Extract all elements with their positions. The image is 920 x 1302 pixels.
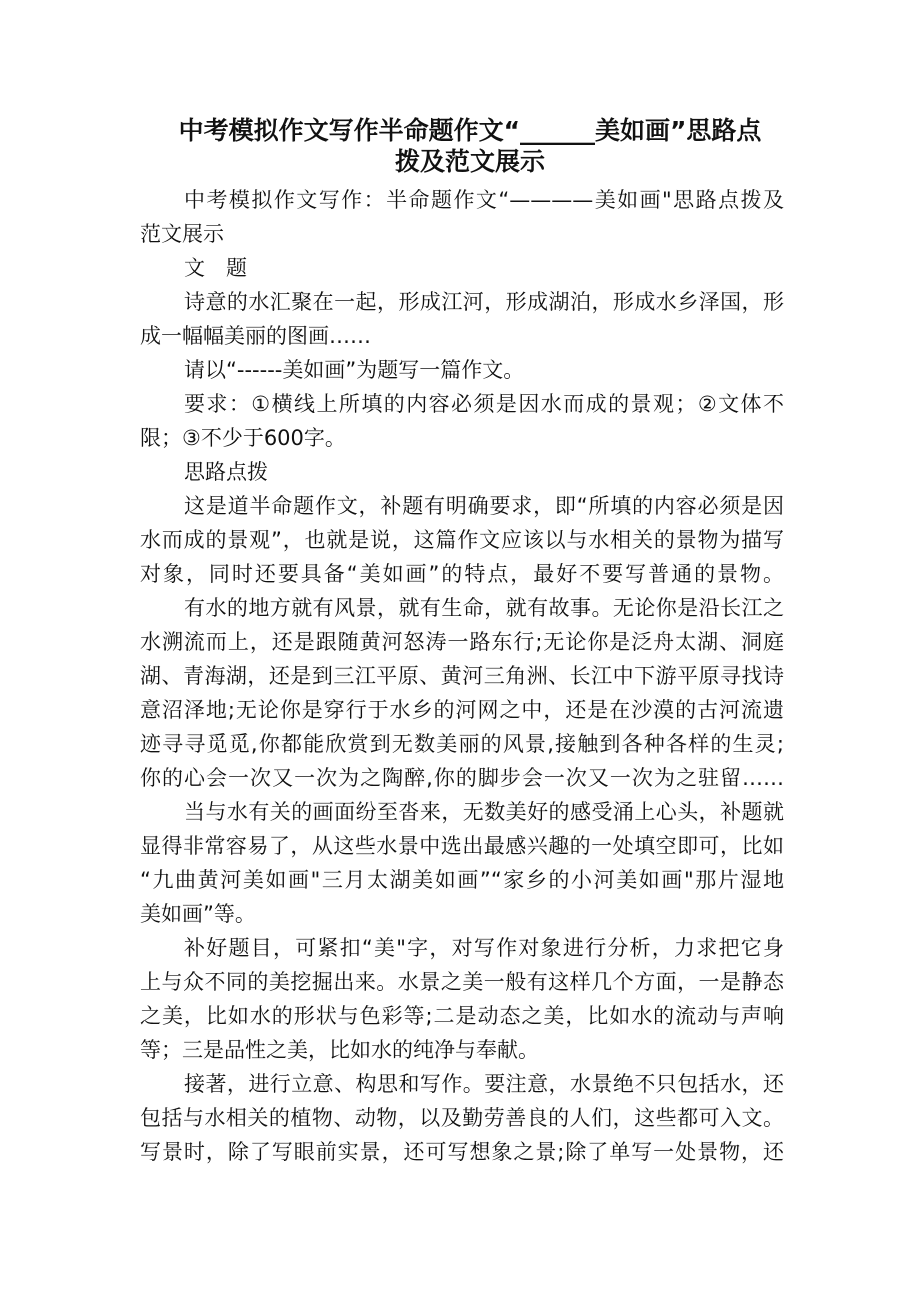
text-line: 成一幅幅美丽的图画……	[140, 324, 371, 348]
text-line: 文 题	[184, 256, 247, 280]
text-line: 当与水有关的画面纷至沓来，无数美好的感受涌上心头，补题就	[184, 800, 784, 824]
text-line: 之美，比如水的形状与色彩等;二是动态之美，比如水的流动与声响	[140, 1004, 784, 1028]
text-line: 你的心会一次又一次为之陶醉,你的脚步会一次又一次为之驻留……	[140, 766, 784, 790]
text-line: 意沼泽地;无论你是穿行于水乡的河网之中，还是在沙漠的古河流遗	[140, 698, 784, 722]
text-line: 补好题目，可紧扣“美"字，对写作对象进行分析，力求把它身	[184, 936, 784, 960]
text-line: 要求：①横线上所填的内容必须是因水而成的景观；②文体不	[184, 392, 784, 416]
text-line: 范文展示	[140, 222, 224, 246]
text-line: 写景时，除了写眼前实景，还可写想象之景;除了单写一处景物，还	[140, 1140, 784, 1164]
text-line: 水溯流而上，还是跟随黄河怒涛一路东行;无论你是泛舟太湖、洞庭	[140, 630, 784, 654]
text-line: “九曲黄河美如画"三月太湖美如画”“家乡的小河美如画"那片湿地	[140, 868, 784, 892]
text-line: 湖、青海湖，还是到三江平原、黄河三角洲、长江中下游平原寻找诗	[140, 664, 784, 688]
document-title-line-2: 拨及范文展示	[394, 147, 545, 176]
text-line: 迹寻寻觅觅,你都能欣赏到无数美丽的风景,接触到各种各样的生灵;	[140, 732, 784, 756]
text-line: 请以“------美如画”为题写一篇作文。	[184, 358, 525, 382]
text-line: 水而成的景观”，也就是说，这篇作文应该以与水相关的景物为描写	[140, 528, 784, 552]
text-line: 中考模拟作文写作：半命题作文“————美如画"思路点拨及	[184, 188, 784, 212]
text-line: 有水的地方就有风景，就有生命，就有故事。无论你是沿长江之	[184, 596, 784, 620]
text-line: 诗意的水汇聚在一起，形成江河，形成湖泊，形成水乡泽国，形	[184, 290, 784, 314]
text-line: 这是道半命题作文，补题有明确要求，即“所填的内容必须是因	[184, 494, 784, 518]
text-line: 显得非常容易了，从这些水景中选出最感兴趣的一处填空即可，比如	[140, 834, 784, 858]
text-line: 对象，同时还要具备“美如画”的特点，最好不要写普通的景物。	[140, 562, 784, 586]
document-title-line-1: 中考模拟作文写作半命题作文“______美如画”思路点	[178, 116, 762, 145]
text-line: 思路点拨	[184, 460, 268, 484]
text-line: 美如画”等。	[140, 902, 256, 926]
text-line: 上与众不同的美挖掘出来。水景之美一般有这样几个方面，一是静态	[140, 970, 784, 994]
text-line: 限；③不少于600字。	[140, 426, 346, 450]
text-line: 接著，进行立意、构思和写作。要注意，水景绝不只包括水，还	[184, 1072, 784, 1096]
text-line: 包括与水相关的植物、动物，以及勤劳善良的人们，这些都可入文。	[140, 1106, 784, 1130]
text-line: 等；三是品性之美，比如水的纯净与奉献。	[140, 1038, 539, 1062]
